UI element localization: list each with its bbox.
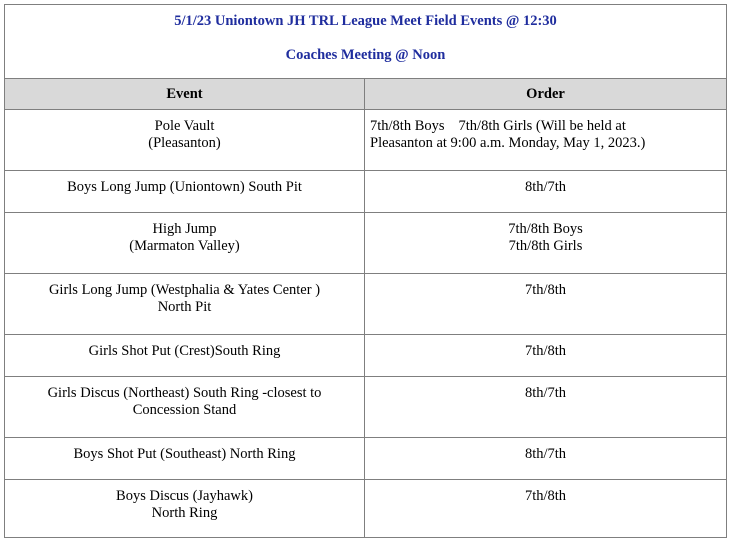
order-value: 8th/7th	[524, 446, 567, 462]
event-name: High Jump	[152, 221, 217, 237]
order-value: 7th/8th Girls	[508, 238, 583, 254]
title-cell	[5, 5, 727, 79]
table-row	[5, 110, 727, 171]
event-cell	[5, 274, 365, 335]
order-value: 8th/7th	[524, 385, 567, 401]
order-cell	[365, 274, 727, 335]
column-header-order: Order	[365, 79, 727, 110]
event-cell	[5, 480, 365, 538]
order-cell	[365, 335, 727, 377]
meet-subtitle: Coaches Meeting @ Noon	[285, 47, 446, 63]
event-cell	[5, 110, 365, 171]
order-line	[370, 118, 726, 135]
event-name: Girls Discus (Northeast) South Ring -closest to	[47, 385, 322, 401]
order-value: 8th/7th	[524, 179, 567, 195]
order-value: 7th/8th Boys	[508, 221, 583, 237]
order-value: 7th/8th	[524, 282, 567, 298]
event-name: Girls Shot Put (Crest)South Ring	[88, 343, 281, 359]
table-row	[5, 171, 727, 213]
table-row	[5, 335, 727, 377]
table-row	[5, 438, 727, 480]
event-cell	[5, 213, 365, 274]
meet-title: 5/1/23 Uniontown JH TRL League Meet Field Events @ 12:30	[174, 13, 557, 29]
order-cell	[365, 438, 727, 480]
order-cell	[365, 377, 727, 438]
event-name: Girls Long Jump (Westphalia & Yates Center )	[48, 282, 321, 298]
event-location: North Pit	[157, 299, 212, 315]
event-location: North Ring	[151, 505, 218, 521]
order-value: 7th/8th	[524, 343, 567, 359]
event-host: (Marmaton Valley)	[129, 238, 240, 254]
event-cell	[5, 171, 365, 213]
order-cell	[365, 171, 727, 213]
event-name: Boys Long Jump (Uniontown) South Pit	[67, 179, 302, 195]
column-header-event: Event	[5, 79, 365, 110]
order-part: 7th/8th Boys	[370, 118, 445, 134]
event-name: Boys Discus (Jayhawk)	[116, 488, 253, 504]
order-cell	[365, 213, 727, 274]
order-value: 7th/8th	[524, 488, 567, 504]
table-row	[5, 377, 727, 438]
title-row	[5, 5, 727, 79]
table-row	[5, 480, 727, 538]
header-row	[5, 79, 727, 110]
event-name: Boys Shot Put (Southeast) North Ring	[73, 446, 296, 462]
table-row	[5, 213, 727, 274]
table-row	[5, 274, 727, 335]
event-cell	[5, 438, 365, 480]
order-part: 7th/8th Girls (Will be held at	[458, 118, 626, 134]
order-cell	[365, 480, 727, 538]
event-cell	[5, 335, 365, 377]
event-name: Pole Vault	[154, 118, 215, 134]
order-cell	[365, 110, 727, 171]
event-location: Concession Stand	[132, 402, 237, 418]
event-cell	[5, 377, 365, 438]
event-host: (Pleasanton)	[148, 135, 221, 151]
order-note: Pleasanton at 9:00 a.m. Monday, May 1, 2023.)	[370, 135, 646, 151]
field-events-table	[4, 4, 727, 538]
